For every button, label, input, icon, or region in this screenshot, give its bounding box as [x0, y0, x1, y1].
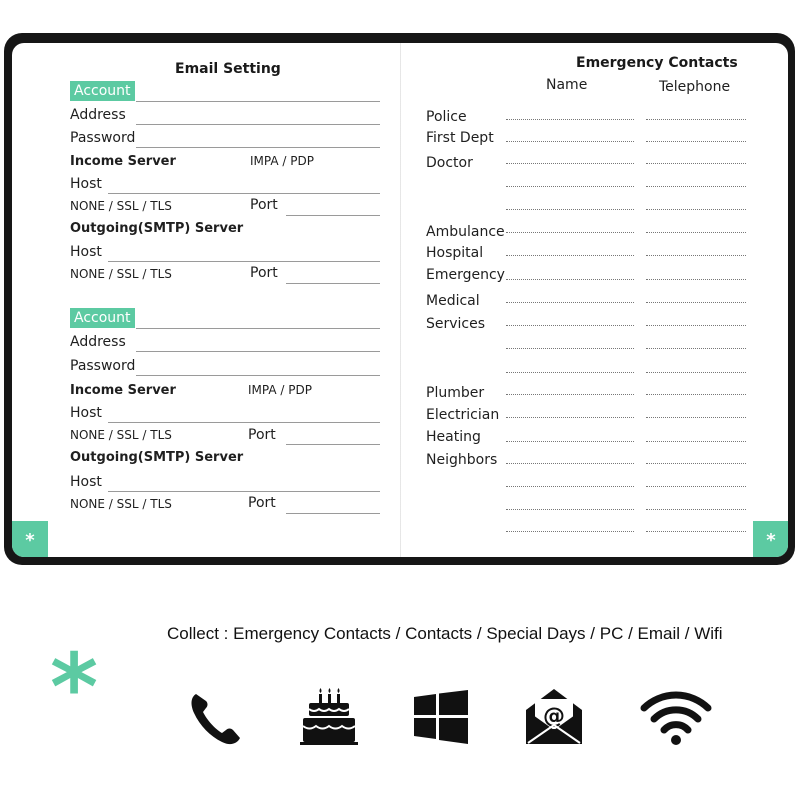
entry-line — [646, 394, 746, 395]
page-title: Emergency Contacts — [576, 55, 738, 71]
contact-label: Emergency — [426, 267, 505, 283]
password-label: Password — [70, 358, 136, 374]
collect-caption: Collect : Emergency Contacts / Contacts / Special Days / PC / Email / Wifi — [167, 624, 723, 643]
phone-icon — [188, 688, 246, 746]
entry-line — [646, 232, 746, 233]
entry-line — [646, 486, 746, 487]
windows-icon — [414, 690, 468, 744]
port-label: Port — [250, 197, 278, 213]
entry-line — [506, 279, 634, 280]
entry-line — [646, 209, 746, 210]
account-badge: Account — [70, 308, 135, 328]
outgoing-server-label: Outgoing(SMTP) Server — [70, 221, 244, 236]
contact-label: Plumber — [426, 385, 485, 401]
host-label: Host — [70, 474, 102, 490]
entry-line — [506, 232, 634, 233]
entry-line — [646, 417, 746, 418]
wifi-icon — [640, 690, 712, 746]
contact-label: Police — [426, 109, 467, 125]
entry-line — [506, 531, 634, 532]
contact-label: Heating — [426, 429, 481, 445]
security-label: NONE / SSL / TLS — [70, 199, 172, 213]
password-line — [136, 147, 380, 148]
host-line — [108, 261, 380, 262]
entry-line — [506, 302, 634, 303]
host-label: Host — [70, 176, 102, 192]
entry-line — [506, 348, 634, 349]
emergency-contacts-page — [401, 43, 788, 557]
host-label: Host — [70, 405, 102, 421]
entry-line — [506, 209, 634, 210]
security-label: NONE / SSL / TLS — [70, 497, 172, 511]
entry-line — [506, 417, 634, 418]
outgoing-server-label: Outgoing(SMTP) Server — [70, 450, 244, 465]
entry-line — [646, 348, 746, 349]
entry-line — [646, 372, 746, 373]
host-line — [108, 193, 380, 194]
protocol-label: IMPA / PDP — [248, 383, 312, 397]
corner-mark: * — [12, 521, 48, 557]
telephone-column-header: Telephone — [659, 79, 731, 95]
contact-label: First Dept — [426, 130, 494, 146]
contact-label: Neighbors — [426, 452, 498, 468]
entry-line — [506, 441, 634, 442]
port-line — [286, 513, 380, 514]
entry-line — [506, 325, 634, 326]
contact-label: Hospital — [426, 245, 484, 261]
svg-text:@: @ — [543, 704, 565, 729]
password-line — [136, 375, 380, 376]
password-label: Password — [70, 130, 136, 146]
security-label: NONE / SSL / TLS — [70, 428, 172, 442]
contact-label: Medical — [426, 293, 480, 309]
entry-line — [646, 302, 746, 303]
income-server-label: Income Server — [70, 154, 176, 169]
host-label: Host — [70, 244, 102, 260]
contact-label: Doctor — [426, 155, 473, 171]
address-line — [136, 124, 380, 125]
entry-line — [506, 255, 634, 256]
page-title: Email Setting — [175, 61, 281, 77]
entry-line — [506, 141, 634, 142]
account-line — [136, 328, 380, 329]
protocol-label: IMPA / PDP — [250, 154, 314, 168]
entry-line — [506, 119, 634, 120]
address-line — [136, 351, 380, 352]
entry-line — [506, 486, 634, 487]
entry-line — [646, 255, 746, 256]
account-line — [136, 101, 380, 102]
address-label: Address — [70, 334, 126, 350]
entry-line — [506, 463, 634, 464]
port-line — [286, 444, 380, 445]
port-label: Port — [248, 427, 276, 443]
corner-mark: * — [753, 521, 788, 557]
host-line — [108, 422, 380, 423]
notebook-spread — [4, 33, 795, 565]
entry-line — [506, 394, 634, 395]
security-label: NONE / SSL / TLS — [70, 267, 172, 281]
entry-line — [506, 372, 634, 373]
entry-line — [646, 325, 746, 326]
entry-line — [646, 441, 746, 442]
entry-line — [506, 186, 634, 187]
entry-line — [646, 141, 746, 142]
email-setting-page — [12, 43, 401, 557]
entry-line — [506, 163, 634, 164]
entry-line — [646, 509, 746, 510]
port-line — [286, 283, 380, 284]
income-server-label: Income Server — [70, 383, 176, 398]
account-badge: Account — [70, 81, 135, 101]
port-label: Port — [250, 265, 278, 281]
entry-line — [646, 279, 746, 280]
address-label: Address — [70, 107, 126, 123]
host-line — [108, 491, 380, 492]
entry-line — [646, 119, 746, 120]
entry-line — [646, 186, 746, 187]
contact-label: Electrician — [426, 407, 500, 423]
port-line — [286, 215, 380, 216]
accent-asterisk: * — [50, 634, 99, 741]
contact-label: Services — [426, 316, 486, 332]
port-label: Port — [248, 495, 276, 511]
entry-line — [646, 463, 746, 464]
entry-line — [646, 531, 746, 532]
contact-label: Ambulance — [426, 224, 505, 240]
email-icon — [524, 686, 584, 746]
name-column-header: Name — [546, 77, 588, 93]
entry-line — [646, 163, 746, 164]
birthday-cake-icon — [300, 686, 358, 746]
entry-line — [506, 509, 634, 510]
